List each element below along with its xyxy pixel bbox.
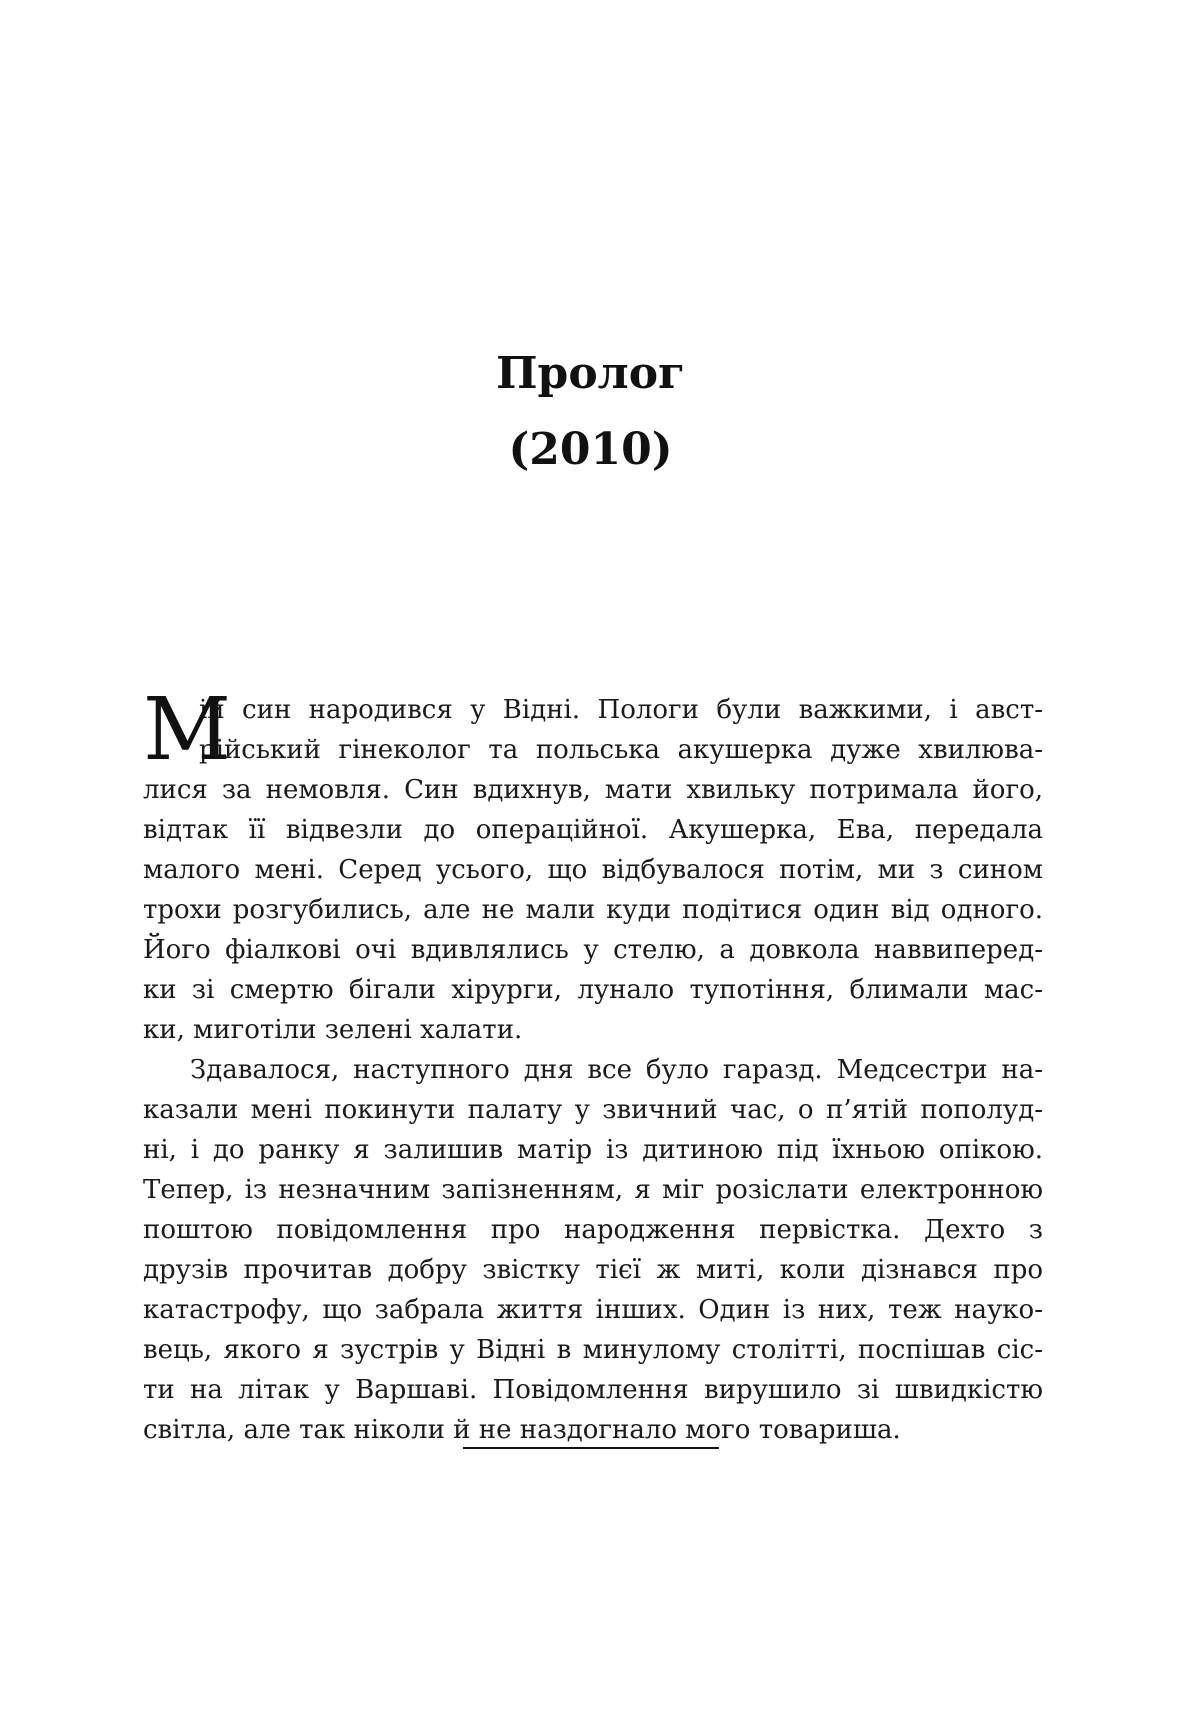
text-line: малого мені. Серед усього, що відбувалося потім, ми з сином <box>143 855 1043 885</box>
text-line: ні, і до ранку я залишив матір із дитиною під їхньою опікою. <box>143 1135 1043 1165</box>
chapter-heading <box>0 336 1181 488</box>
section-divider <box>463 1447 719 1449</box>
chapter-year: (2010) <box>508 424 673 475</box>
text-line: світла, але так ніколи й не наздогнало мого товариша. <box>143 1415 901 1445</box>
text-line: вець, якого я зустрів у Відні в минулому столітті, поспішав сіс- <box>143 1335 1043 1365</box>
body-text <box>143 680 1043 1450</box>
text-line: ти на літак у Варшаві. Повідомлення вирушило зі швидкістю <box>143 1375 1043 1405</box>
text-line: ій син народився у Відні. Пологи були важкими, і авст- <box>199 695 1043 725</box>
text-line: ки, миготіли зелені халати. <box>143 1015 523 1045</box>
chapter-title: Пролог <box>496 348 685 399</box>
text-line: Його фіалкові очі вдивлялись у стелю, а довкола наввиперед- <box>143 935 1043 965</box>
text-line: казали мені покинути палату у звичний час, о п’ятій пополуд- <box>143 1095 1043 1125</box>
text-line: лися за немовля. Син вдихнув, мати хвильку потримала його, <box>143 775 1043 805</box>
text-line: катастрофу, що забрала життя інших. Один із них, теж науко- <box>143 1295 1043 1325</box>
text-line: трохи розгубились, але не мали куди подітися один від одного. <box>143 895 1043 925</box>
text-line: відтак її відвезли до операційної. Акушерка, Ева, передала <box>143 815 1043 845</box>
text-line: друзів прочитав добру звістку тієї ж миті, коли дізнався про <box>143 1255 1043 1285</box>
paragraph-1 <box>143 680 1043 1050</box>
drop-cap: М <box>143 680 232 780</box>
text-line: рійський гінеколог та польська акушерка дуже хвилюва- <box>199 735 1043 765</box>
text-line: ки зі смертю бігали хірурги, лунало тупотіння, блимали мас- <box>143 975 1043 1005</box>
paragraph-2 <box>143 1050 1043 1450</box>
text-line: Тепер, із незначним запізненням, я міг розіслати електронною <box>143 1175 1043 1205</box>
text-line: Здавалося, наступного дня все було гаразд. Медсестри на- <box>190 1055 1043 1085</box>
text-line: поштою повідомлення про народження первістка. Дехто з <box>143 1215 1043 1245</box>
